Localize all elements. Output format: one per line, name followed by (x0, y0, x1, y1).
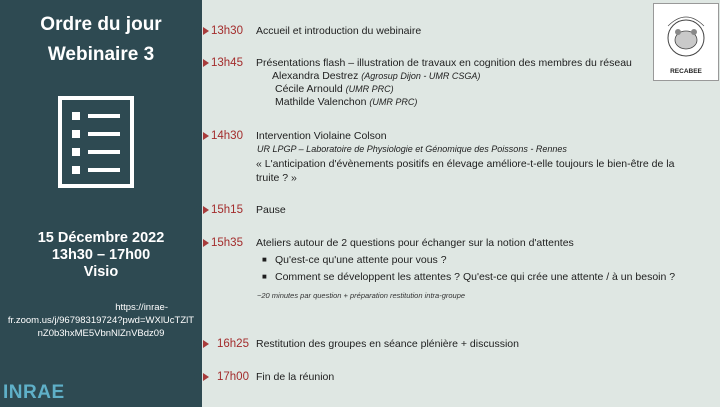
recabee-logo-text: RECABEE (670, 68, 702, 75)
event-hours: 13h30 – 17h00 (51, 247, 151, 263)
speaker-line (275, 96, 417, 108)
timeline-dot (194, 206, 202, 214)
agenda-item-title: Présentations flash – illustration de travaux en cognition des membres du réseau (256, 57, 632, 69)
zoom-link-line1: https://inrae- (115, 302, 168, 313)
agenda-title: Ordre du jour (40, 14, 162, 35)
agenda-item-title: Restitution des groupes en séance plénière + discussion (256, 338, 519, 350)
agenda-item-title: Accueil et introduction du webinaire (256, 25, 422, 37)
speaker-affiliation: (UMR PRC) (369, 97, 418, 107)
speaker-name: Mathilde Valenchon (275, 96, 367, 108)
bullet-icon: ■ (262, 272, 267, 281)
timeline-arrow (203, 340, 209, 348)
webinar-title: Webinaire 3 (47, 44, 155, 65)
agenda-item-title: Fin de la réunion (256, 371, 335, 383)
speaker-affiliation: (Agrosup Dijon - UMR CSGA) (361, 71, 481, 81)
bullet-icon: ■ (262, 255, 267, 264)
timeline-dot (194, 27, 202, 35)
timeline-dot (194, 373, 202, 381)
speaker-name: Cécile Arnould (275, 83, 343, 95)
workshop-question: Comment se développent les attentes ? Qu'est-ce qui crée une attente / à un besoin ? (275, 271, 676, 283)
agenda-item-title: Pause (256, 204, 286, 216)
workshop-question: Qu'est-ce qu'une attente pour vous ? (275, 254, 447, 266)
timeline-arrow (203, 59, 209, 67)
recabee-logo (653, 3, 719, 81)
time-label: 17h00 (217, 371, 249, 383)
recabee-emblem (654, 4, 718, 68)
timeline-dot (194, 239, 202, 247)
time-label: 15h15 (211, 204, 243, 216)
speaker-affiliation: (UMR PRC) (345, 84, 394, 94)
inrae-logo: INRAE (3, 382, 65, 403)
timeline-arrow (203, 206, 209, 214)
event-location: Visio (83, 264, 119, 280)
time-label: 13h30 (211, 25, 243, 37)
speaker-affiliation: UR LPGP – Laboratoire de Physiologie et Génomique des Poissons - Rennes (257, 144, 567, 154)
sidebar (0, 0, 202, 407)
timeline-dot (194, 59, 202, 67)
event-date: 15 Décembre 2022 (37, 230, 165, 246)
timeline-arrow (203, 373, 209, 381)
timeline-arrow (203, 132, 209, 140)
timeline-dot (194, 132, 202, 140)
talk-quote: « L'anticipation d'évènements positifs en élevage améliore-t-elle toujours le bien-être de la truite ? » (256, 158, 675, 184)
agenda-item-title: Intervention Violaine Colson (256, 130, 387, 142)
timeline-arrow (203, 27, 209, 35)
speaker-line (272, 70, 480, 82)
time-label: 15h35 (211, 237, 243, 249)
speaker-name: Alexandra Destrez (272, 70, 359, 82)
time-label: 14h30 (211, 130, 243, 142)
time-label: 16h25 (217, 338, 249, 350)
timeline-dot (194, 340, 202, 348)
speaker-line (275, 83, 394, 95)
checklist-icon (58, 96, 134, 188)
timeline-line (197, 27, 199, 382)
zoom-link[interactable] (6, 301, 196, 340)
zoom-link-rest: fr.zoom.us/j/96798319724?pwd=WXlUcTZlTnZ0b3hxME5VbnNlZnVBdz09 (7, 315, 195, 339)
workshop-note: ~20 minutes par question + préparation restitution intra-groupe (257, 291, 466, 300)
timeline-arrow (203, 239, 209, 247)
time-label: 13h45 (211, 57, 243, 69)
agenda-item-title: Ateliers autour de 2 questions pour échanger sur la notion d'attentes (256, 237, 574, 249)
